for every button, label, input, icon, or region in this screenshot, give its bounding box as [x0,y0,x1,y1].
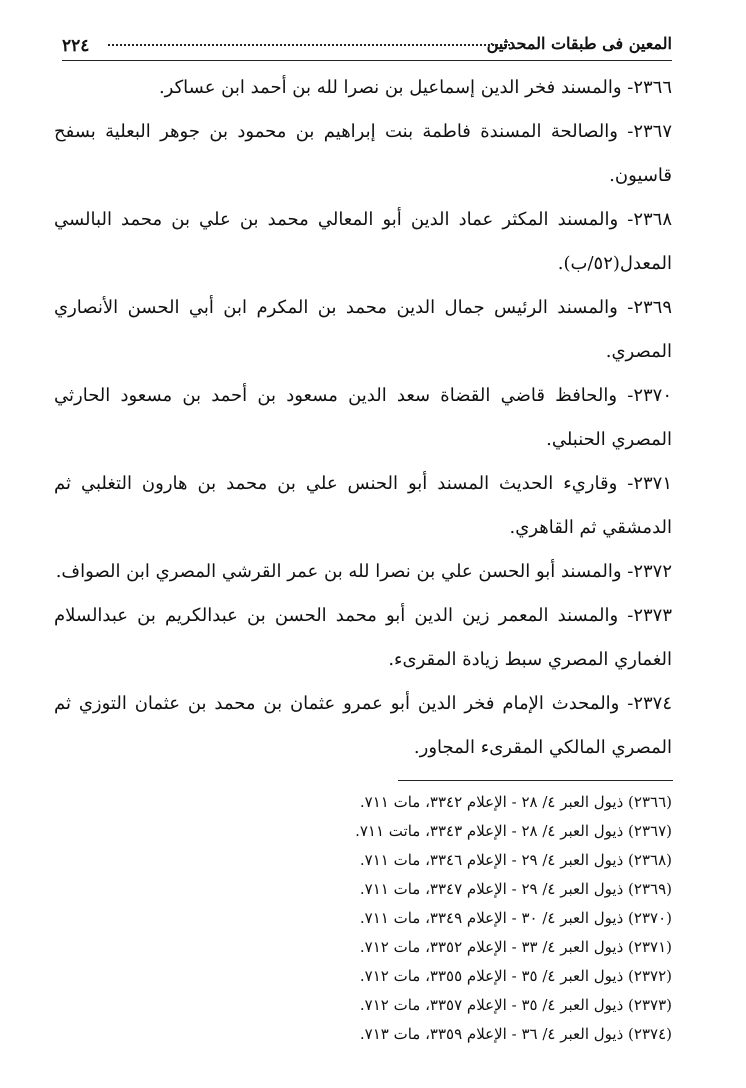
running-title: المعين فى طبقات المحدثين [486,34,672,53]
entry-2370: ٢٣٧٠- والحافظ قاضي القضاة سعد الدين مسعود بن أحمد بن مسعود الحارثي المصري الحنبلي. [54,385,672,450]
page-number: ٢٢٤ [62,36,90,56]
entry-2368: ٢٣٦٨- والمسند المكثر عماد الدين أبو المعالي محمد بن علي بن محمد البالسي المعدل(٥٢/ب). [54,209,672,274]
footnotes-list [296,788,672,1049]
footnote-2372: (٢٣٧٢) ذيول العبر ٤/ ٣٥ - الإعلام ٣٣٥٥، مات ٧١٢. [359,967,672,985]
entry-2371: ٢٣٧١- وقاريء الحديث المسند أبو الحنس علي بن محمد بن هارون التغلبي ثم الدمشقي ثم القاهري. [54,473,672,538]
entries-list [54,66,672,770]
footnote-rule [398,780,673,781]
footnote-2371: (٢٣٧١) ذيول العبر ٤/ ٣٣ - الإعلام ٣٣٥٢، مات ٧١٢. [359,938,672,956]
footnote-2370: (٢٣٧٠) ذيول العبر ٤/ ٣٠ - الإعلام ٣٣٤٩، مات ٧١١. [359,909,672,927]
footnote-2367: (٢٣٦٧) ذيول العبر ٤/ ٢٨ - الإعلام ٣٣٤٣، ماتت ٧١١. [355,822,672,840]
entry-2373: ٢٣٧٣- والمسند المعمر زين الدين أبو محمد الحسن بن عبدالكريم بن عبدالسلام الغماري المصري سبط زيادة المقرىء. [54,605,672,670]
footnote-2368: (٢٣٦٨) ذيول العبر ٤/ ٢٩ - الإعلام ٣٣٤٦، مات ٧١١. [359,851,672,869]
entry-2369: ٢٣٦٩- والمسند الرئيس جمال الدين محمد بن المكرم ابن أبي الحسن الأنصاري المصري. [54,297,672,362]
footnote-2369: (٢٣٦٩) ذيول العبر ٤/ ٢٩ - الإعلام ٣٣٤٧، مات ٧١١. [359,880,672,898]
footnote-2373: (٢٣٧٣) ذيول العبر ٤/ ٣٥ - الإعلام ٣٣٥٧، مات ٧١٢. [359,996,672,1014]
header-dot-leader [108,44,514,46]
footnote-2366: (٢٣٦٦) ذيول العبر ٤/ ٢٨ - الإعلام ٣٣٤٢، مات ٧١١. [359,793,672,811]
page-header [62,34,672,70]
entry-2374: ٢٣٧٤- والمحدث الإمام فخر الدين أبو عمرو عثمان بن محمد بن عثمان التوزي ثم المصري المالكي المقرىء المجاور. [54,693,672,758]
entry-2372: ٢٣٧٢- والمسند أبو الحسن علي بن نصرا لله بن عمر القرشي المصري ابن الصواف. [55,561,672,582]
header-rule [62,60,672,61]
entry-2366: ٢٣٦٦- والمسند فخر الدين إسماعيل بن نصرا لله بن أحمد ابن عساكر. [158,77,672,98]
footnote-2374: (٢٣٧٤) ذيول العبر ٤/ ٣٦ - الإعلام ٣٣٥٩، مات ٧١٣. [359,1025,672,1043]
entry-2367: ٢٣٦٧- والصالحة المسندة فاطمة بنت إبراهيم بن محمود بن جوهر البعلية بسفح قاسيون. [54,121,672,186]
